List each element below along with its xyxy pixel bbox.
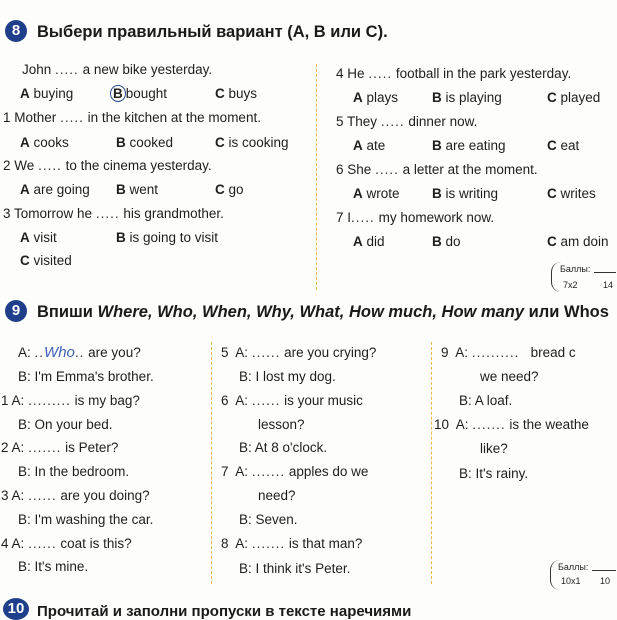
ex9-q4-a: 4 A: ...... coat is this? — [1, 536, 132, 551]
score-total-9: 10 — [600, 576, 611, 586]
ex9-q9-b: B: A loaf. — [459, 393, 513, 408]
ex9-q7-a: 7 A: ....... apples do we — [221, 464, 369, 479]
ex9-q4-b: B: It's mine. — [18, 559, 89, 574]
option-0-c[interactable]: C buys — [215, 86, 258, 101]
score-label: Баллы: — [560, 264, 591, 274]
ex9-q8-a: 8 A: ....... is that man? — [221, 536, 363, 551]
ex9-q6-b: B: At 8 o'clock. — [239, 440, 328, 455]
option-6-b[interactable]: B is writing — [432, 186, 499, 201]
option-7-b[interactable]: B do — [432, 234, 461, 249]
question-7: 7 I..... my homework now. — [336, 210, 495, 225]
exercise-9-title: Впиши Where, Who, When, Why, What, How much, How many или Whos — [37, 303, 609, 321]
ex9-q8-b: B: I think it's Peter. — [239, 561, 351, 576]
column-divider-1 — [211, 342, 212, 584]
option-7-a[interactable]: A did — [353, 234, 385, 249]
option-6-a[interactable]: A wrote — [353, 186, 400, 201]
ex9-q10-a-cont: like? — [480, 441, 508, 456]
question-4: 4 He ..... football in the park yesterday. — [336, 66, 572, 81]
score-formula: 7x2 — [563, 280, 578, 290]
score-total: 14 — [603, 280, 614, 290]
ex9-q5-b: B: I lost my dog. — [239, 369, 336, 384]
ex9-q9-a-cont: we need? — [480, 369, 539, 384]
ex9-example-a: A: ..Who.. are you? — [18, 344, 141, 361]
option-3-c[interactable]: C visited — [20, 253, 72, 268]
option-0-b-selected[interactable]: B bought — [113, 86, 167, 102]
score-line — [594, 272, 616, 273]
ex9-q2-b: B: In the bedroom. — [18, 464, 130, 479]
option-5-c[interactable]: C eat — [547, 138, 580, 153]
option-5-b[interactable]: B are eating — [432, 138, 506, 153]
question-5: 5 They ..... dinner now. — [336, 114, 478, 129]
ex9-q3-a: 3 A: ...... are you doing? — [1, 488, 150, 503]
option-2-a[interactable]: A are going — [20, 182, 90, 197]
option-3-b[interactable]: B is going to visit — [116, 230, 219, 245]
score-formula-9: 10x1 — [561, 576, 581, 586]
column-divider-2 — [431, 342, 432, 584]
exercise-8-number: 8 — [5, 20, 27, 42]
ex9-q10-a: 10 A: ....... is the weathe — [434, 417, 589, 432]
ex9-q10-b: B: It's rainy. — [459, 466, 529, 481]
ex9-q6-a: 6 A: ...... is your music — [221, 393, 363, 408]
option-1-b[interactable]: B cooked — [116, 135, 174, 150]
option-0-a[interactable]: A buying — [20, 86, 74, 101]
handwritten-answer: Who — [44, 344, 75, 361]
option-6-c[interactable]: C writes — [547, 186, 596, 201]
question-6: 6 She ..... a letter at the moment. — [336, 162, 538, 177]
option-4-a[interactable]: A plays — [353, 90, 399, 105]
question-0: John ..... a new bike yesterday. — [22, 62, 213, 77]
option-1-a[interactable]: A cooks — [20, 135, 69, 150]
exercise-9-number: 9 — [5, 300, 27, 322]
ex9-q1-a: 1 A: ......... is my bag? — [1, 393, 140, 408]
option-4-b[interactable]: B is playing — [432, 90, 502, 105]
option-5-a[interactable]: A ate — [353, 138, 386, 153]
score-line-9 — [592, 570, 616, 571]
question-3: 3 Tomorrow he ..... his grandmother. — [3, 206, 224, 221]
ex9-q1-b: B: On your bed. — [18, 417, 113, 432]
option-7-c[interactable]: C am doin — [547, 234, 609, 249]
score-label-9: Баллы: — [558, 562, 589, 572]
option-1-c[interactable]: C is cooking — [215, 135, 289, 150]
question-2: 2 We ..... to the cinema yesterday. — [3, 158, 212, 173]
ex9-q6-a-cont: lesson? — [258, 417, 305, 432]
ex9-example-b: B: I'm Emma's brother. — [18, 369, 154, 384]
question-1: 1 Mother ..... in the kitchen at the moment. — [3, 110, 261, 125]
ex9-q3-b: B: I'm washing the car. — [18, 512, 154, 527]
exercise-10-title: Прочитай и заполни пропуски в тексте наречиями — [37, 603, 412, 620]
ex9-q9-a: 9 A: .......... bread c — [441, 345, 576, 360]
ex9-q5-a: 5 A: ...... are you crying? — [221, 345, 377, 360]
option-3-a[interactable]: A visit — [20, 230, 57, 245]
exercise-8-title: Выбери правильный вариант (A, B или C). — [37, 23, 388, 41]
exercise-10-number: 10 — [3, 598, 29, 620]
option-2-c[interactable]: C go — [215, 182, 244, 197]
option-4-c[interactable]: C played — [547, 90, 601, 105]
option-2-b[interactable]: B went — [116, 182, 159, 197]
ex9-q2-a: 2 A: ....... is Peter? — [1, 440, 119, 455]
ex9-q7-b: B: Seven. — [239, 512, 298, 527]
column-divider — [316, 64, 317, 290]
ex9-q7-a-cont: need? — [258, 488, 296, 503]
